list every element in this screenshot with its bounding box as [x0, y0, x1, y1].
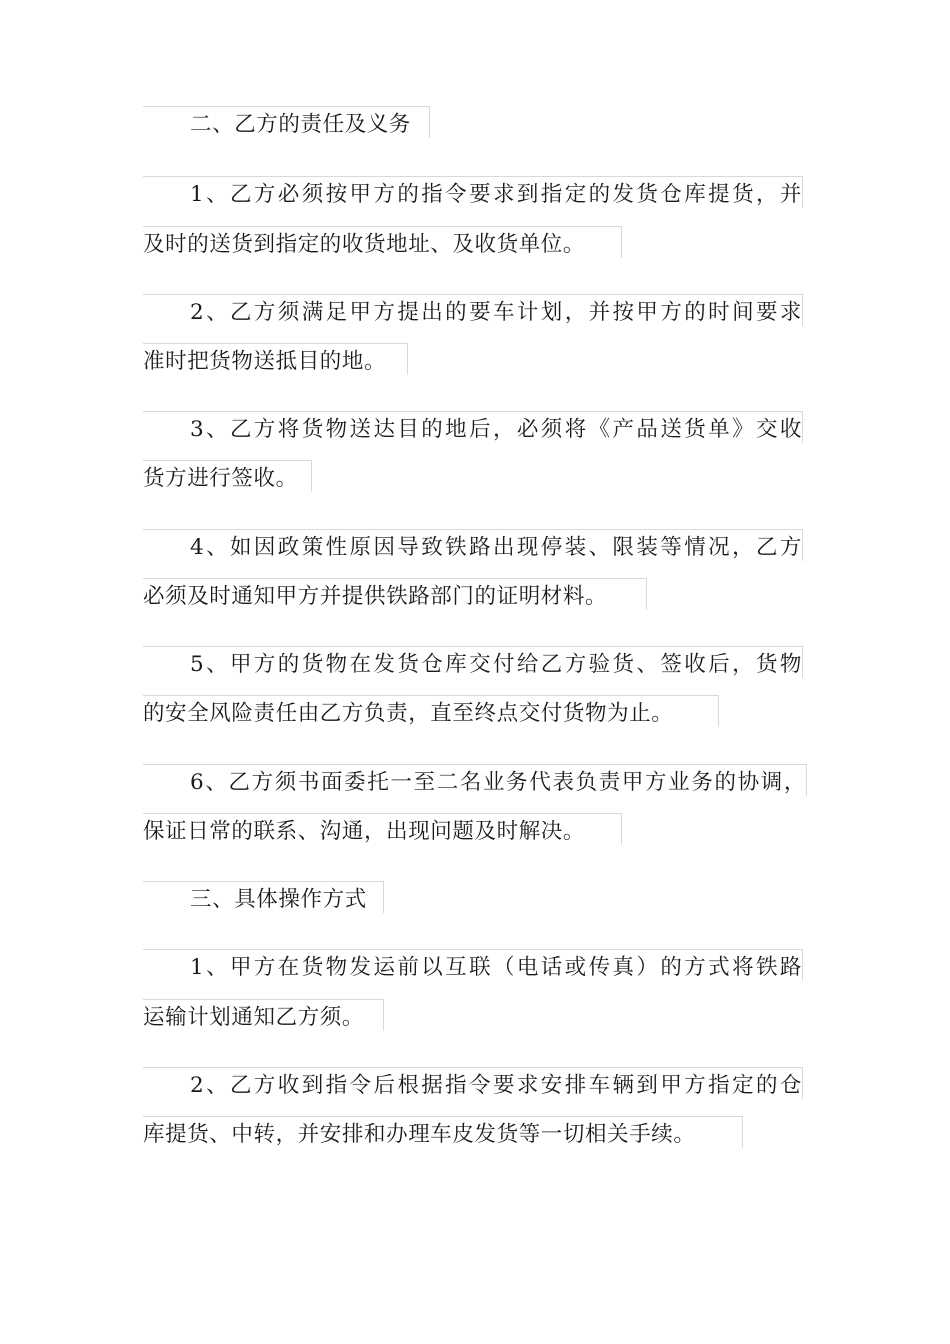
clause-2-2-line-2: 准时把货物送抵目的地。 [143, 343, 408, 375]
clause-2-6-line-2: 保证日常的联系、沟通，出现问题及时解决。 [143, 813, 622, 845]
clause-2-1-line-2: 及时的送货到指定的收货地址、及收货单位。 [143, 226, 622, 258]
section-heading-2: 二、乙方的责任及义务 [143, 106, 430, 138]
clause-2-4-line-1: 4、如因政策性原因导致铁路出现停装、限装等情况，乙方 [143, 529, 803, 561]
clause-2-3-line-2: 货方进行签收。 [143, 460, 312, 492]
clause-3-2-line-2: 库提货、中转，并安排和办理车皮发货等一切相关手续。 [143, 1116, 743, 1148]
clause-3-1-line-1: 1、甲方在货物发运前以互联（电话或传真）的方式将铁路 [143, 949, 803, 981]
clause-3-2-line-1: 2、乙方收到指令后根据指令要求安排车辆到甲方指定的仓 [143, 1067, 803, 1099]
clause-2-1-line-1: 1、乙方必须按甲方的指令要求到指定的发货仓库提货，并 [143, 176, 803, 208]
clause-2-5-line-2: 的安全风险责任由乙方负责，直至终点交付货物为止。 [143, 695, 719, 727]
clause-2-2-line-1: 2、乙方须满足甲方提出的要车计划，并按甲方的时间要求 [143, 294, 803, 326]
section-heading-3: 三、具体操作方式 [143, 881, 384, 913]
clause-3-1-line-2: 运输计划通知乙方须。 [143, 999, 384, 1031]
clause-2-6-line-1: 6、乙方须书面委托一至二名业务代表负责甲方业务的协调， [143, 764, 807, 796]
clause-2-3-line-1: 3、乙方将货物送达目的地后，必须将《产品送货单》交收 [143, 411, 803, 443]
clause-2-4-line-2: 必须及时通知甲方并提供铁路部门的证明材料。 [143, 578, 647, 610]
clause-2-5-line-1: 5、甲方的货物在发货仓库交付给乙方验货、签收后，货物 [143, 646, 803, 678]
